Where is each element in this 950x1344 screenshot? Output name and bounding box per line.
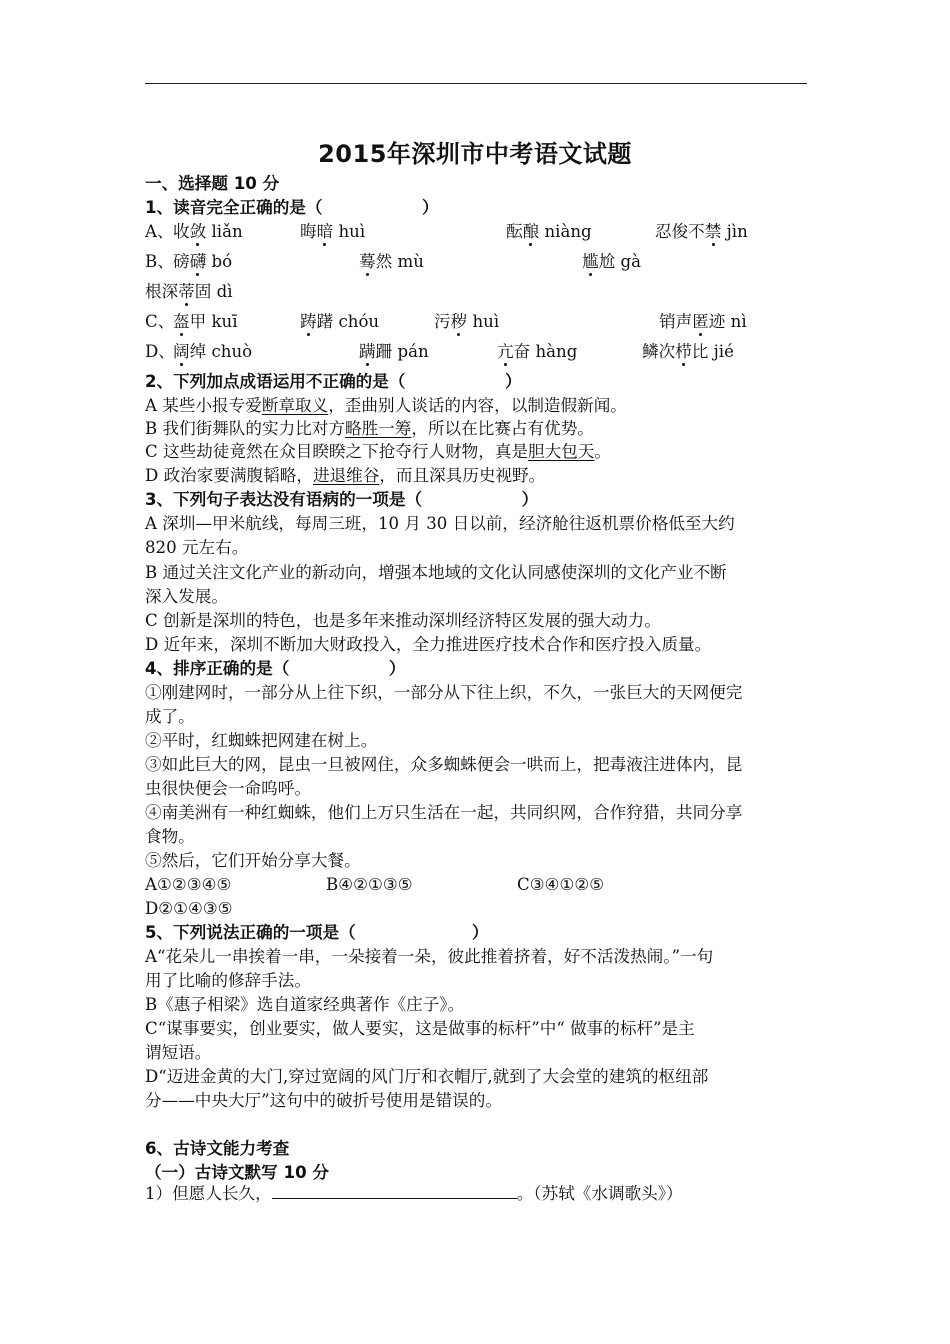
question-4-stem: 4、排序正确的是（ ）	[145, 659, 406, 678]
q3-option-b-line-2: 深入发展。	[145, 587, 228, 606]
q4-sentence-1-line-1: ①刚建网时，一部分从上往下织，一部分从下往上织，不久，一张巨大的天网便完	[145, 683, 743, 702]
question-3-stem: 3、下列句子表达没有语病的一项是（ ）	[145, 490, 539, 509]
q4-option-b: B④②①③⑤	[326, 875, 413, 894]
q1-d-item-4: 鳞次栉比 jié	[642, 342, 734, 361]
q5-option-b: B《惠子相梁》选自道家经典著作《庄子》。	[145, 995, 465, 1014]
q5-option-c-line-1: C“谋事要实，创业要实，做人要实，这是做事的标杆”中“ 做事的标杆”是主	[145, 1019, 695, 1038]
q3-option-c: C 创新是深圳的特色，也是多年来推动深圳经济特区发展的强大动力。	[145, 611, 661, 630]
q4-option-d: D②①④③⑤	[145, 899, 233, 918]
page-title: 2015年深圳市中考语文试题	[318, 140, 632, 168]
q1-a-item-4: 忍俊不禁 jìn	[655, 222, 748, 241]
question-6-stem: 6、古诗文能力考查	[145, 1139, 290, 1158]
q5-option-a-line-2: 用了比喻的修辞手法。	[145, 971, 311, 990]
q2-option-c: C 这些劫徒竟然在众目睽睽之下抢夺行人财物，真是胆大包天。	[145, 442, 612, 461]
q1-d-item-1: 阔绰 chuò	[173, 342, 253, 361]
q5-option-d-line-1: D“迈进金黄的大门,穿过宽阔的风门厅和衣帽厅,就到了大会堂的建筑的枢纽部	[145, 1067, 709, 1086]
q1-c-item-3: 污秽 huì	[434, 312, 500, 331]
q4-sentence-3-line-2: 虫很快便会一命呜呼。	[145, 779, 311, 798]
q1-d-item-2: 蹒跚 pán	[359, 342, 429, 361]
q1-b-item-1: 磅礴 bó	[173, 252, 233, 271]
q1-a-item-2: 晦暗 huì	[300, 222, 366, 241]
q1-c-item-4: 销声匿迹 nì	[659, 312, 747, 331]
q4-sentence-2: ②平时，红蜘蛛把网建在树上。	[145, 731, 378, 750]
q3-option-a-line-2: 820 元左右。	[145, 538, 249, 557]
q2-option-b: B 我们街舞队的实力比对方略胜一筹，所以在比赛占有优势。	[145, 419, 594, 438]
q1-a-item-3: 酝酿 niàng	[506, 222, 592, 241]
section-heading: 一、选择题 10 分	[145, 174, 280, 193]
q1-c-item-2: 踌躇 chóu	[300, 312, 380, 331]
q3-option-d: D 近年来，深圳不断加大财政投入，全力推进医疗技术合作和医疗投入质量。	[145, 635, 712, 654]
q1-b-item-2: 蓦然 mù	[359, 252, 424, 271]
q1-option-a-label: A、	[145, 222, 174, 241]
q1-a-item-1: 收敛 liǎn	[173, 222, 243, 241]
q6-subsection-heading: （一）古诗文默写 10 分	[145, 1163, 329, 1182]
q5-option-a-line-1: A“花朵儿一串挨着一串，一朵接着一朵，彼此推着挤着，好不活泼热闹。”一句	[145, 947, 714, 966]
q2-option-a: A 某些小报专爱断章取义，歪曲别人谈话的内容，以制造假新闻。	[145, 396, 627, 415]
q4-sentence-5: ⑤然后，它们开始分享大餐。	[145, 851, 361, 870]
q6-fill-line-1: 1）但愿人长久， 。（苏轼《水调歌头》）	[145, 1184, 683, 1203]
q5-option-c-line-2: 谓短语。	[145, 1043, 212, 1062]
question-2-stem: 2、下列加点成语运用不正确的是（ ）	[145, 372, 522, 391]
q3-option-a-line-1: A 深圳—甲米航线，每周三班，10 月 30 日以前，经济舱往返机票价格低至大约	[145, 514, 735, 533]
q5-option-d-line-2: 分——中央大厅”这句中的破折号使用是错误的。	[145, 1091, 502, 1110]
q1-option-c-label: C、	[145, 312, 175, 331]
q4-option-a: A①②③④⑤	[145, 875, 232, 894]
q1-b-item-4: 根深蒂固 dì	[145, 282, 233, 301]
q1-option-b-label: B、	[145, 252, 174, 271]
q3-option-b-line-1: B 通过关注文化产业的新动向，增强本地域的文化认同感使深圳的文化产业不断	[145, 563, 727, 582]
q4-sentence-4-line-1: ④南美洲有一种红蜘蛛，他们上万只生活在一起，共同织网，合作狩猎，共同分享	[145, 803, 743, 822]
q1-c-item-1: 盔甲 kuī	[173, 312, 238, 331]
q4-sentence-1-line-2: 成了。	[145, 707, 195, 726]
question-1-stem: 1、读音完全正确的是（ ）	[145, 198, 439, 217]
q4-sentence-3-line-1: ③如此巨大的网，昆虫一旦被网住，众多蜘蛛便会一哄而上，把毒液注进体内，昆	[145, 755, 743, 774]
q1-d-item-3: 亢奋 hàng	[497, 342, 578, 361]
answer-blank[interactable]	[272, 1182, 517, 1199]
q4-sentence-4-line-2: 食物。	[145, 827, 195, 846]
header-rule	[145, 83, 807, 84]
q2-option-d: D 政治家要满腹韬略，进退维谷，而且深具历史视野。	[145, 466, 546, 485]
q1-option-d-label: D、	[145, 342, 175, 361]
question-5-stem: 5、下列说法正确的一项是（ ）	[145, 923, 489, 942]
q1-b-item-3: 尴尬 gà	[582, 252, 641, 271]
q4-option-c: C③④①②⑤	[517, 875, 605, 894]
